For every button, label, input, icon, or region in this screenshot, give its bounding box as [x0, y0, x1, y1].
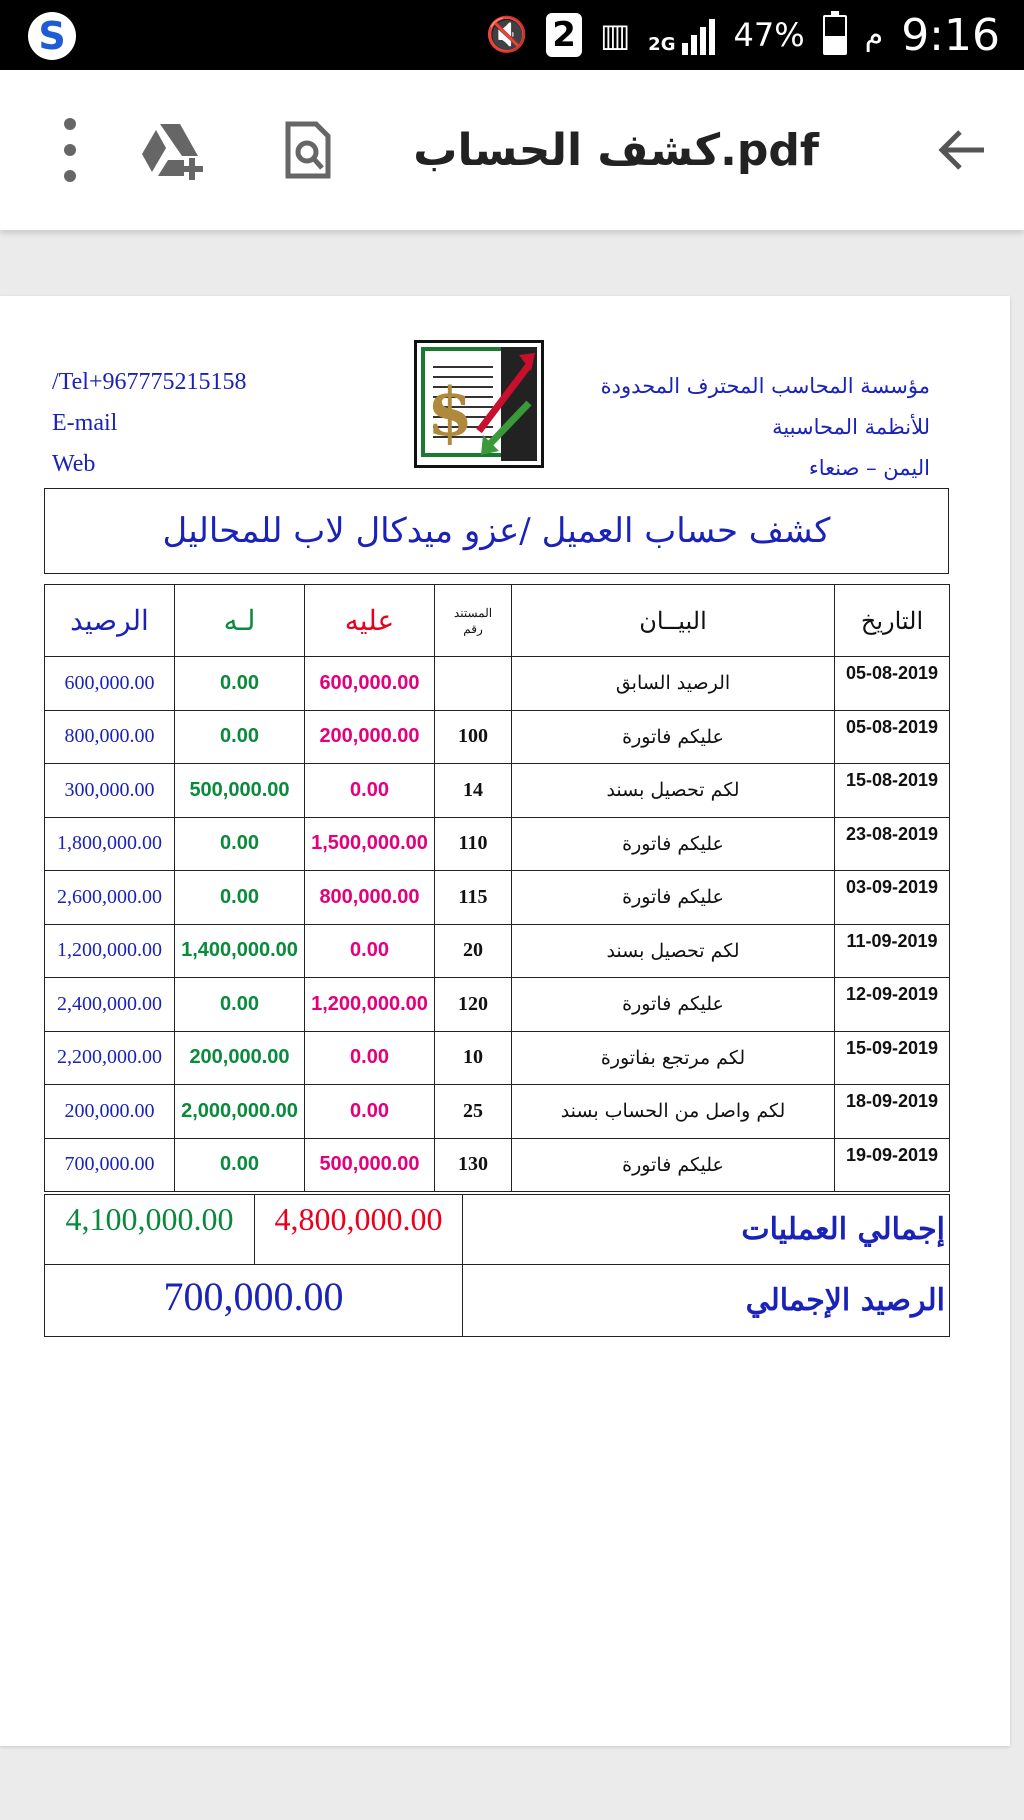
- table-row: [45, 764, 950, 818]
- s-app-icon: S: [28, 12, 76, 60]
- signal-icon: [648, 15, 715, 55]
- mute-icon: 🔇: [485, 15, 529, 55]
- cell-description: لكم تحصيل بسند: [512, 764, 835, 818]
- company-logo: [414, 340, 544, 468]
- table-row: [45, 1031, 950, 1085]
- cell-credit: 0.00: [175, 710, 305, 764]
- cell-doc-number: 100: [435, 710, 512, 764]
- cell-date: 15-09-2019: [835, 1031, 950, 1085]
- cell-credit: 200,000.00: [175, 1031, 305, 1085]
- org-line: اليمن – صنعاء: [808, 456, 930, 480]
- cell-balance: 2,400,000.00: [45, 978, 175, 1032]
- cell-description: عليكم فاتورة: [512, 978, 835, 1032]
- cell-credit: 2,000,000.00: [175, 1085, 305, 1139]
- header-debit: عليه: [305, 585, 435, 657]
- cell-debit: 500,000.00: [305, 1138, 435, 1192]
- table-row: [45, 1138, 950, 1192]
- total-balance-label: الرصيد الإجمالي: [463, 1265, 950, 1337]
- cell-debit: 0.00: [305, 1031, 435, 1085]
- cell-date: 05-08-2019: [835, 710, 950, 764]
- pdf-page: [0, 296, 1010, 1746]
- table-row: [45, 817, 950, 871]
- cell-description: لكم واصل من الحساب بسند: [512, 1085, 835, 1139]
- battery-percent: 47%: [733, 16, 805, 54]
- cell-date: 11-09-2019: [835, 924, 950, 978]
- statement-title: كشف حساب العميل /عزو ميدكال لاب للمحاليل: [162, 511, 831, 551]
- contact-tel: /Tel+967775215158: [52, 369, 247, 395]
- cell-credit: 0.00: [175, 657, 305, 711]
- cell-doc-number: 115: [435, 871, 512, 925]
- network-type: 2G: [648, 34, 676, 55]
- battery-icon: [823, 15, 847, 55]
- table-row: [45, 871, 950, 925]
- table-row: [45, 978, 950, 1032]
- org-line: للأنظمة المحاسبية: [772, 415, 930, 439]
- table-row: [45, 710, 950, 764]
- cell-date: 05-08-2019: [835, 657, 950, 711]
- total-balance-row: [45, 1265, 950, 1337]
- total-operations-label: إجمالي العمليات: [463, 1195, 950, 1265]
- total-balance: 700,000.00: [45, 1265, 463, 1337]
- document-search-icon[interactable]: [280, 120, 336, 180]
- cell-doc-number: 130: [435, 1138, 512, 1192]
- cell-description: عليكم فاتورة: [512, 871, 835, 925]
- cell-debit: 0.00: [305, 924, 435, 978]
- cell-credit: 500,000.00: [175, 764, 305, 818]
- app-bar: [0, 70, 1024, 230]
- svg-text:$: $: [427, 373, 473, 451]
- table-header-row: [45, 585, 950, 657]
- table-row: [45, 657, 950, 711]
- sim-badge: 2: [546, 13, 582, 57]
- back-arrow-icon[interactable]: [932, 120, 992, 180]
- header-credit: لـه: [175, 585, 305, 657]
- more-vert-icon[interactable]: [52, 118, 88, 182]
- contact-info: [52, 362, 247, 485]
- document-title: كشف الحساب.pdf: [413, 124, 819, 176]
- status-bar: [0, 0, 1024, 70]
- cell-credit: 0.00: [175, 978, 305, 1032]
- drive-add-icon[interactable]: [138, 120, 206, 180]
- cell-balance: 800,000.00: [45, 710, 175, 764]
- organization-header: [601, 366, 930, 489]
- cell-debit: 0.00: [305, 764, 435, 818]
- statement-title-box: [44, 488, 949, 574]
- cell-doc-number: 20: [435, 924, 512, 978]
- cell-credit: 1,400,000.00: [175, 924, 305, 978]
- cell-date: 18-09-2019: [835, 1085, 950, 1139]
- sim-card-icon: ▥: [599, 16, 631, 54]
- total-credit: 4,100,000.00: [45, 1195, 255, 1265]
- totals-table: [44, 1194, 950, 1337]
- statement-table: [44, 584, 950, 1192]
- cell-credit: 0.00: [175, 817, 305, 871]
- cell-doc-number: 14: [435, 764, 512, 818]
- cell-description: الرصيد السابق: [512, 657, 835, 711]
- clock: 9:16: [901, 9, 1000, 61]
- cell-date: 03-09-2019: [835, 871, 950, 925]
- header-doc-top: المستند: [453, 605, 493, 620]
- cell-debit: 600,000.00: [305, 657, 435, 711]
- cell-date: 15-08-2019: [835, 764, 950, 818]
- cell-balance: 2,600,000.00: [45, 871, 175, 925]
- cell-description: لكم مرتجع بفاتورة: [512, 1031, 835, 1085]
- cell-date: 23-08-2019: [835, 817, 950, 871]
- cell-doc-number: 110: [435, 817, 512, 871]
- header-date: التاريخ: [835, 585, 950, 657]
- contact-web: Web: [52, 451, 96, 477]
- org-line: مؤسسة المحاسب المحترف المحدودة: [600, 374, 930, 398]
- cell-balance: 1,800,000.00: [45, 817, 175, 871]
- cell-debit: 800,000.00: [305, 871, 435, 925]
- header-doc-bottom: رقم: [463, 621, 483, 636]
- table-row: [45, 924, 950, 978]
- cell-balance: 2,200,000.00: [45, 1031, 175, 1085]
- cell-balance: 1,200,000.00: [45, 924, 175, 978]
- header-doc-number: [435, 585, 512, 657]
- cell-debit: 1,500,000.00: [305, 817, 435, 871]
- cell-date: 19-09-2019: [835, 1138, 950, 1192]
- header-description: البيــان: [512, 585, 835, 657]
- total-debit: 4,800,000.00: [255, 1195, 463, 1265]
- cell-credit: 0.00: [175, 871, 305, 925]
- cell-debit: 0.00: [305, 1085, 435, 1139]
- cell-balance: 600,000.00: [45, 657, 175, 711]
- cell-description: لكم تحصيل بسند: [512, 924, 835, 978]
- time-period: م: [864, 17, 884, 53]
- cell-description: عليكم فاتورة: [512, 710, 835, 764]
- cell-date: 12-09-2019: [835, 978, 950, 1032]
- cell-doc-number: [435, 657, 512, 711]
- cell-balance: 700,000.00: [45, 1138, 175, 1192]
- cell-balance: 200,000.00: [45, 1085, 175, 1139]
- cell-doc-number: 25: [435, 1085, 512, 1139]
- cell-debit: 1,200,000.00: [305, 978, 435, 1032]
- cell-doc-number: 120: [435, 978, 512, 1032]
- contact-email: E-mail: [52, 410, 118, 436]
- cell-description: عليكم فاتورة: [512, 1138, 835, 1192]
- cell-doc-number: 10: [435, 1031, 512, 1085]
- cell-description: عليكم فاتورة: [512, 817, 835, 871]
- cell-credit: 0.00: [175, 1138, 305, 1192]
- totals-row: [45, 1195, 950, 1265]
- table-row: [45, 1085, 950, 1139]
- header-balance: الرصيد: [45, 585, 175, 657]
- cell-balance: 300,000.00: [45, 764, 175, 818]
- cell-debit: 200,000.00: [305, 710, 435, 764]
